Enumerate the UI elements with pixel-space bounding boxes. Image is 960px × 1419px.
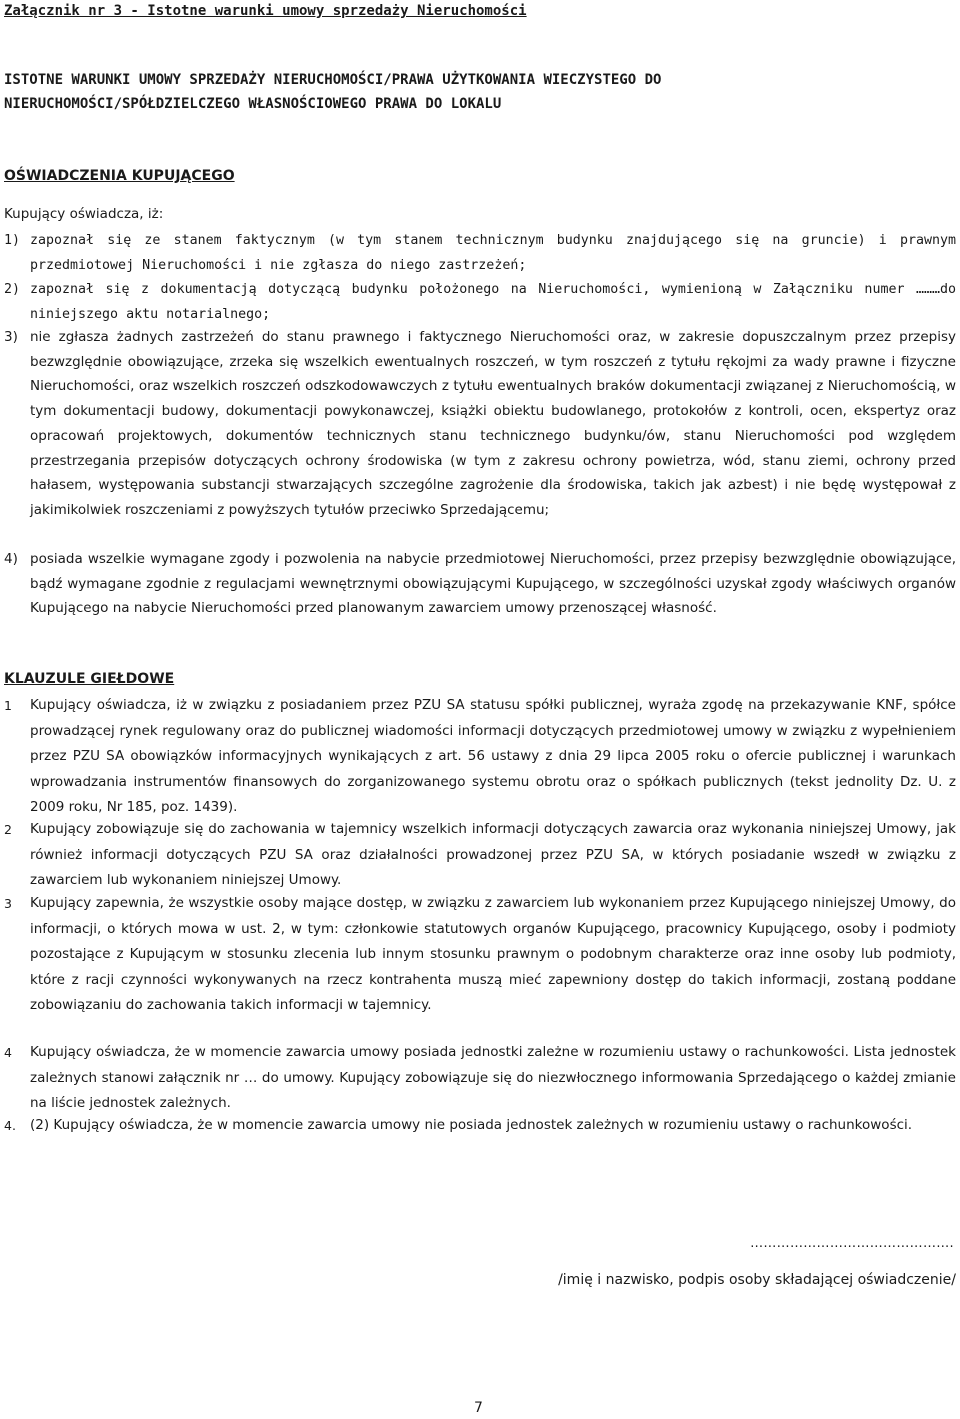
signature-label: /imię i nazwisko, podpis osoby składającej oświadczenie/ [558, 1272, 956, 1288]
item-number: 3) [4, 329, 18, 345]
stock-exchange-clauses-heading: KLAUZULE GIEŁDOWE [4, 671, 175, 687]
item-number: 3 [4, 896, 12, 911]
clause-item-3 [4, 891, 956, 1019]
signature-dots: ………………………………………. [750, 1236, 954, 1251]
item-text: Kupujący oświadcza, że w momencie zawarcia umowy posiada jednostki zależne w rozumieniu ustawy o rachunkowości. Lista jednostek zależnych stanowi załącznik nr … do umowy. Kupujący zobowiązuje się do niezwłocznego informowania Sprzedającego o każdej zmianie na liście jednostek zależnych. [30, 1044, 956, 1111]
item-text: zapoznał się ze stanem faktycznym (w tym stanem technicznym budynku znajdującego się na gruncie) i prawnym przedmiotowej Nieruchomości i nie zgłasza do niego zastrzeżeń; [30, 233, 956, 273]
item-number: 2) [4, 282, 21, 297]
item-number: 2 [4, 822, 12, 837]
clause-item-2 [4, 817, 956, 894]
clause-item-4-2 [4, 1113, 956, 1139]
clause-item-1 [4, 693, 956, 821]
item-number: 1 [4, 698, 12, 713]
item-text: zapoznał się z dokumentacją dotyczącą budynku położonego na Nieruchomości, wymienioną w Załączniku numer ………do niniejszego aktu notarialnego; [30, 282, 956, 322]
item-number: 1) [4, 233, 21, 248]
item-number: 4) [4, 551, 18, 567]
clause-item-4 [4, 1040, 956, 1117]
item-number: 4 [4, 1045, 12, 1060]
buyer-statement-item-3 [4, 325, 956, 523]
item-text: (2) Kupujący oświadcza, że w momencie zawarcia umowy nie posiada jednostek zależnych w rozumieniu ustawy o rachunkowości. [30, 1117, 913, 1133]
buyer-statement-item-4 [4, 547, 956, 621]
main-heading-line-2: NIERUCHOMOŚCI/SPÓŁDZIELCZEGO WŁASNOŚCIOWEGO PRAWA DO LOKALU [4, 96, 502, 112]
item-text: Kupujący oświadcza, iż w związku z posiadaniem przez PZU SA statusu spółki publicznej, wyraża zgodę na przekazywanie KNF, spółce prowadzącej rynek regulowany oraz do publicznej wiadomości informacji dotyczących przedmiotowej umowy w związku z wypełnieniem przez PZU SA obowiązków informacyjnych wynikających z art. 56 ustawy z dnia 29 lipca 2005 roku o ofercie publicznej i warunkach wprowadzania instrumentów finansowych do zorganizowanego systemu obrotu oraz o spółkach publicznych (tekst jednolity Dz. U. z 2009 roku, Nr 185, poz. 1439). [30, 697, 956, 815]
buyer-statements-intro: Kupujący oświadcza, iż: [4, 206, 164, 222]
item-text: nie zgłasza żadnych zastrzeżeń do stanu prawnego i faktycznego Nieruchomości oraz, w zakresie dopuszczalnym przez przepisy bezwzględnie obowiązujące, zrzeka się wszelkich ewentualnych roszczeń, w tym roszczeń z tytułu rękojmi za wady prawne i fizyczne Nieruchomości, oraz wszelkich roszczeń odszkodowawczych z tytułu ewentualnych braków dokumentacji związanej z Nieruchomością, w tym dokumentacji budowy, dokumentacji powykonawczej, książki obiektu budowlanego, protokołów z kontroli, ocen, ekspertyz oraz opracowań projektowych, dokumentów technicznych stanu technicznego budynku/ów, stanu Nieruchomości pod względem przestrzegania przepisów dotyczących ochrony środowiska (w tym z zakresu ochrony powietrza, wód, stanu ziemi, ochrony przed hałasem, występowania substancji stwarzających szczególne zagrożenie dla środowiska, takich jak azbest) i nie będę występował z jakimikolwiek roszczeniami z powyższych tytułów przeciwko Sprzedającemu; [30, 329, 956, 518]
buyer-statement-item-1 [4, 229, 956, 278]
buyer-statements-heading: OŚWIADCZENIA KUPUJĄCEGO [4, 168, 235, 184]
buyer-statement-item-2 [4, 278, 956, 327]
item-number: 4. [4, 1118, 16, 1133]
item-text: Kupujący zapewnia, że wszystkie osoby mające dostęp, w związku z zawarciem lub wykonaniem przez Kupującego niniejszej Umowy, do informacji, o których mowa w ust. 2, w tym: członkowie statutowych organów Kupującego, pracownicy Kupującego, osoby i podmioty pozostające z Kupującym w stosunku zlecenia lub innym stosunku prawnym o podobnym charakterze oraz inne osoby lub podmioty, które z racji czynności wykonywanych na rzecz kontrahenta muszą mieć zapewniony dostęp do takich informacji, zostaną poddane zobowiązaniu do zachowania takich informacji w tajemnicy. [30, 895, 956, 1013]
main-heading-line-1: ISTOTNE WARUNKI UMOWY SPRZEDAŻY NIERUCHOMOŚCI/PRAWA UŻYTKOWANIA WIECZYSTEGO DO [4, 72, 662, 88]
page-number: 7 [474, 1400, 483, 1416]
item-text: Kupujący zobowiązuje się do zachowania w tajemnicy wszelkich informacji dotyczących zawarcia oraz wykonania niniejszej Umowy, jak również informacji dotyczących PZU SA oraz działalności prowadzonej przez PZU SA, w których posiadanie wszedł w związku z zawarciem lub wykonaniem niniejszej Umowy. [30, 821, 956, 888]
attachment-title: Załącznik nr 3 - Istotne warunki umowy sprzedaży Nieruchomości [4, 3, 527, 19]
item-text: posiada wszelkie wymagane zgody i pozwolenia na nabycie przedmiotowej Nieruchomości, przez przepisy bezwzględnie obowiązujące, bądź wymagane zgodnie z regulacjami wewnętrznymi obowiązującymi Kupującego, w szczególności uzyskał zgody właściwych organów Kupującego na nabycie Nieruchomości przed planowanym zawarciem umowy przenoszącej własność. [30, 551, 956, 617]
